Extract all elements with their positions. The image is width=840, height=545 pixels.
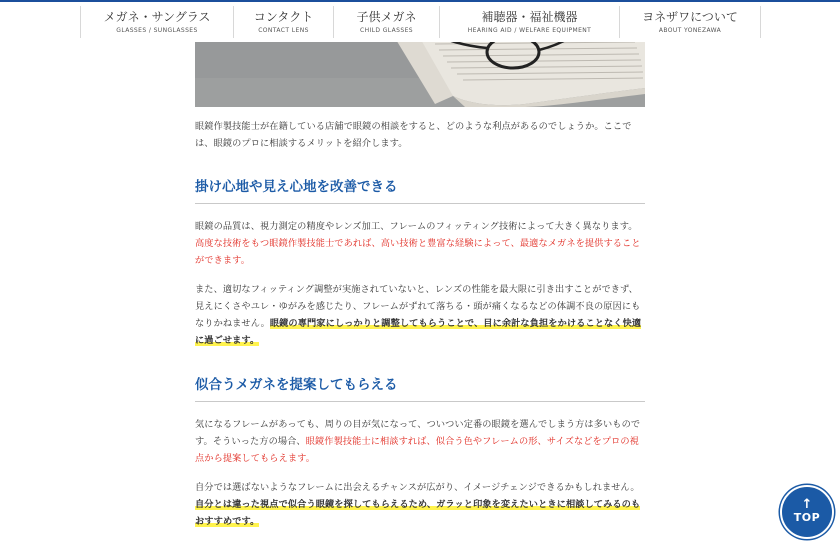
section1-p1-emphasis: 高度な技術をもつ眼鏡作製技能士であれば、高い技術と豊富な経験によって、最適なメガネを提供することができます。	[195, 238, 641, 266]
nav-menu	[80, 6, 761, 38]
nav-item-label: 補聴器・福祉機器	[481, 9, 578, 24]
section2-p2-text: 自分では選ばないようなフレームに出会えるチャンスが広がり、イメージチェンジできるかもしれません。	[195, 482, 640, 493]
section1-p1-text: 眼鏡の品質は、視力測定の精度やレンズ加工、フレームのフィッティング技術によって大きく異なります。	[195, 221, 638, 232]
global-nav	[0, 0, 840, 42]
back-to-top-label: TOP	[793, 511, 821, 524]
section1-p2-text: また、適切なフィッティング調整が実施されていないと、レンズの性能を最大限に引き出すことができず、見えにくさやユレ・ゆがみを感じたり、フレームがずれて落ちる・頭が痛くなるなどの体調不良の原因にもなりかねません。	[195, 284, 641, 329]
nav-item-sublabel: HEARING AID / WELFARE EQUIPMENT	[467, 26, 592, 34]
section1-paragraph-1	[195, 218, 645, 269]
nav-item-hearing-aid[interactable]	[439, 6, 619, 38]
nav-item-label: ヨネザワについて	[642, 9, 738, 24]
nav-item-sublabel: CONTACT LENS	[258, 26, 309, 34]
intro-paragraph: 眼鏡作製技能士が在籍している店舗で眼鏡の相談をすると、どのような利点があるのでしょうか。ここでは、眼鏡のプロに相談するメリットを紹介します。	[195, 121, 632, 149]
section2-p2-highlight: 自分とは違った視点で似合う眼鏡を探してもらえるため、ガラッと印象を変えたいときに相談してみるのもおすすめです。	[195, 499, 641, 527]
nav-item-sublabel: CHILD GLASSES	[360, 26, 413, 34]
section2-paragraph-1	[195, 416, 645, 467]
nav-item-sublabel: GLASSES / SUNGLASSES	[116, 26, 198, 34]
section-heading-suggest: 似合うメガネを提案してもらえる	[195, 375, 645, 402]
nav-item-child-glasses[interactable]	[333, 6, 439, 38]
arrow-up-icon: ↑	[801, 497, 813, 512]
nav-item-label: 子供メガネ	[356, 9, 417, 24]
nav-item-about[interactable]	[619, 6, 761, 38]
section1-p2-highlight: 眼鏡の専門家にしっかりと調整してもらうことで、目に余計な負担をかけることなく快適に過ごせます。	[195, 318, 642, 346]
nav-item-sublabel: ABOUT YONEZAWA	[658, 26, 722, 34]
nav-item-label: メガネ・サングラス	[103, 9, 211, 24]
book-glasses-illustration	[195, 38, 645, 107]
back-to-top-button[interactable]	[780, 485, 834, 539]
section-heading-fit: 掛け心地や見え心地を改善できる	[195, 177, 645, 204]
hero-image	[195, 38, 645, 107]
section2-p1-text: 気になるフレームがあっても、周りの目が気になって、ついつい定番の眼鏡を選んでしまう方は多いものです。そういった方の場合、	[195, 419, 641, 447]
nav-item-glasses[interactable]	[80, 6, 233, 38]
section2-paragraph-2	[195, 479, 645, 530]
section1-paragraph-2	[195, 281, 645, 349]
article-content	[195, 118, 645, 530]
nav-item-label: コンタクト	[253, 9, 314, 24]
section2-p1-emphasis: 眼鏡作製技能士に相談すれば、似合う色やフレームの形、サイズなどをプロの視点から提案してもらえます。	[195, 436, 639, 464]
nav-item-contact[interactable]	[233, 6, 333, 38]
